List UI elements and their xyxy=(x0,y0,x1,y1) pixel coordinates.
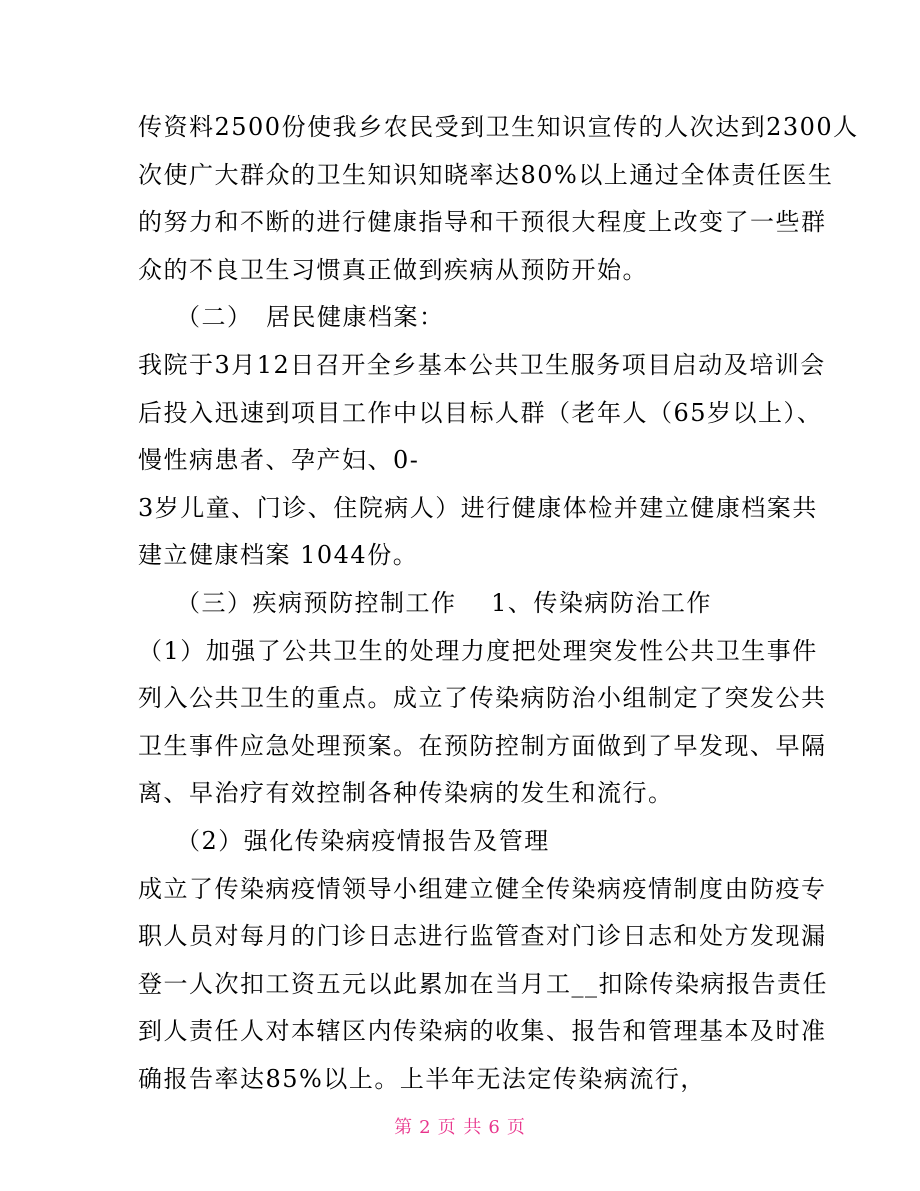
text-line: 慢性病患者、孕产妇、0- xyxy=(138,446,420,475)
footer-total-pages: 6 xyxy=(488,1117,501,1138)
footer-middle: 页 共 xyxy=(437,1117,483,1138)
text-line: 传资料2500份使我乡农民受到卫生知识宣传的人次达到2300人 xyxy=(138,113,859,141)
section-heading: （三）疾病预防控制工作 1、传染病防治工作 xyxy=(176,588,712,617)
text-line: 后投入迅速到项目工作中以目标人群（老年人（65岁以上）、 xyxy=(138,398,823,427)
text-line: （1）加强了公共卫生的处理力度把处理突发性公共卫生事件 xyxy=(138,636,818,665)
text-line: 建立健康档案 1044份。 xyxy=(138,541,419,570)
section-heading: （二） 居民健康档案： xyxy=(176,303,445,332)
text-line: 列入公共卫生的重点。成立了传染病防治小组制定了突发公共 xyxy=(138,684,827,713)
text-line: 次使广大群众的卫生知识知晓率达80%以上通过全体责任医生 xyxy=(138,160,834,189)
document-body xyxy=(138,104,859,1103)
text-line: 登一人次扣工资五元以此累加在当月工__扣除传染病报告责任 xyxy=(138,969,828,998)
text-line: 确报告率达85%以上。上半年无法定传染病流行， xyxy=(138,1064,706,1093)
text-line: 卫生事件应急处理预案。在预防控制方面做到了早发现、早隔 xyxy=(138,731,827,760)
footer-page-number: 2 xyxy=(419,1117,432,1138)
footer-prefix: 第 xyxy=(394,1117,414,1138)
text-line: 我院于3月12日召开全乡基本公共卫生服务项目启动及培训会 xyxy=(138,350,826,379)
text-line: 3岁儿童、门诊、住院病人）进行健康体检并建立健康档案共 xyxy=(138,493,818,522)
page-footer xyxy=(0,1113,920,1139)
text-line: 离、早治疗有效控制各种传染病的发生和流行。 xyxy=(138,779,674,808)
text-line: 成立了传染病疫情领导小组建立健全传染病疫情制度由防疫专 xyxy=(138,874,827,903)
footer-suffix: 页 xyxy=(506,1117,526,1138)
text-line: 众的不良卫生习惯真正做到疾病从预防开始。 xyxy=(138,255,648,284)
sub-heading: （2）强化传染病疫情报告及管理 xyxy=(176,826,550,855)
text-line: 的努力和不断的进行健康指导和干预很大程度上改变了一些群 xyxy=(138,208,827,237)
text-line: 到人责任人对本辖区内传染病的收集、报告和管理基本及时准 xyxy=(138,1017,827,1046)
text-line: 职人员对每月的门诊日志进行监管查对门诊日志和处方发现漏 xyxy=(138,922,827,951)
